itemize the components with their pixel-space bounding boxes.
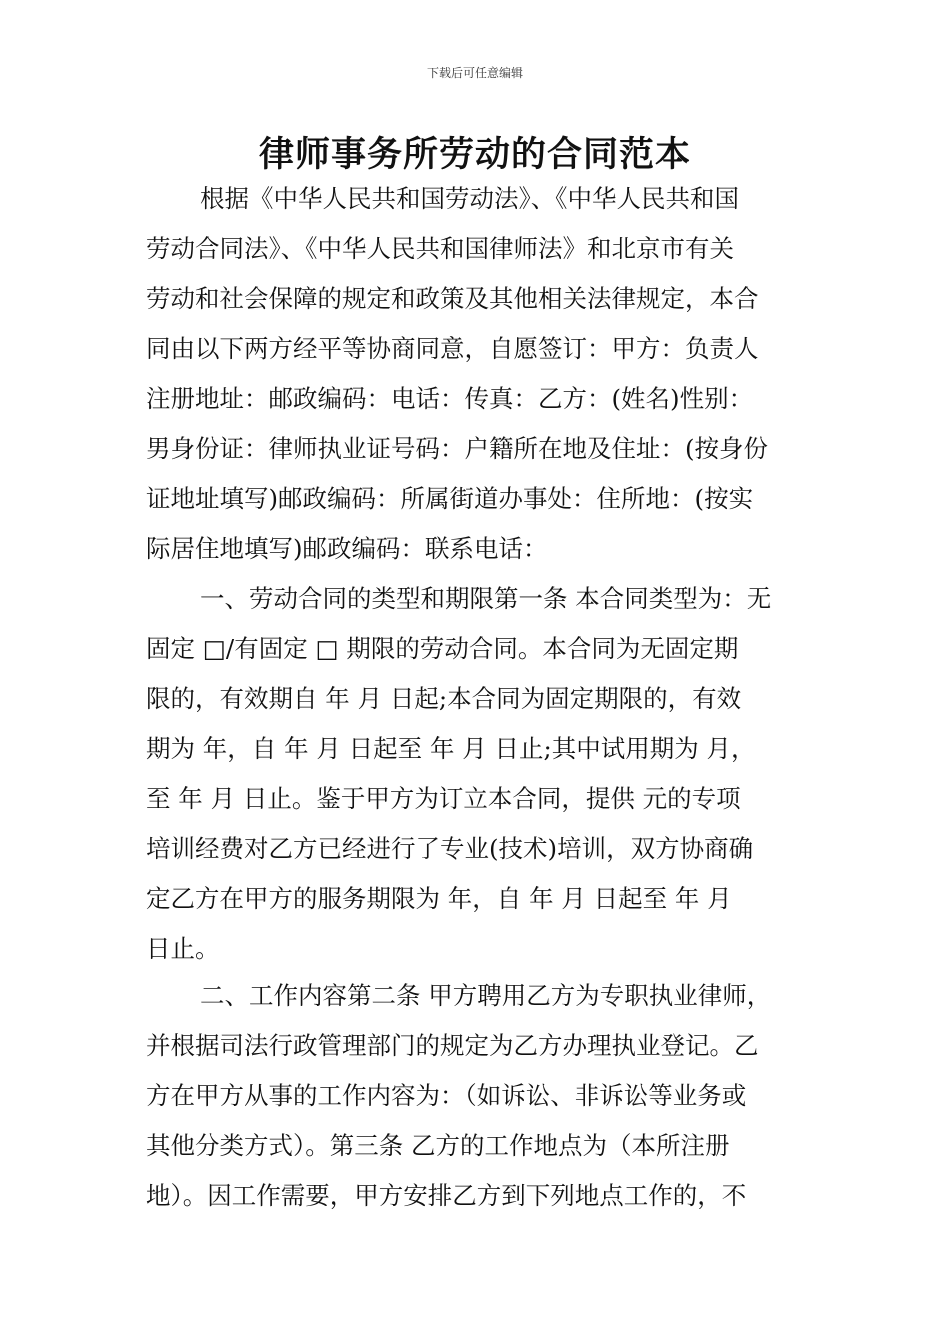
- paragraph-line: 限的，有效期自 年 月 日起;本合同为固定期限的，有效: [146, 684, 742, 713]
- paragraph-line: 同由以下两方经平等协商同意，自愿签订：甲方：负责人: [146, 334, 759, 363]
- document-title: 律师事务所劳动的合同范本: [258, 135, 691, 175]
- paragraph-line: 一、劳动合同的类型和期限第一条 本合同类型为：无: [200, 584, 772, 613]
- paragraph-line: 并根据司法行政管理部门的规定为乙方办理执业登记。乙: [146, 1031, 759, 1060]
- paragraph-line: 至 年 月 日止。鉴于甲方为订立本合同，提供 元的专项: [146, 784, 741, 813]
- paragraph-line: 日止。: [146, 934, 220, 963]
- paragraph-line: 固定 □/有固定 □ 期限的劳动合同。本合同为无固定期: [146, 634, 739, 663]
- paragraph-line: 地）。因工作需要，甲方安排乙方到下列地点工作的，不: [146, 1181, 747, 1210]
- paragraph-line: 培训经费对乙方已经进行了专业(技术)培训，双方协商确: [146, 834, 754, 863]
- paragraph-line: 根据《中华人民共和国劳动法》、《中华人民共和国: [200, 184, 739, 213]
- paragraph-3: [146, 971, 818, 1221]
- paragraph-line: 期为 年，自 年 月 日起至 年 月 日止;其中试用期为 月，: [146, 734, 756, 763]
- paragraph-line: 劳动合同法》、《中华人民共和国律师法》和北京市有关: [146, 234, 734, 263]
- paragraph-line: 证地址填写)邮政编码：所属街道办事处：住所地：(按实: [146, 484, 754, 513]
- paragraph-line: 定乙方在甲方的服务期限为 年，自 年 月 日起至 年 月: [146, 884, 732, 913]
- paragraph-2: [146, 574, 818, 974]
- header-note: 下载后可任意编辑: [426, 66, 523, 80]
- paragraph-line: 男身份证：律师执业证号码：户籍所在地及住址：(按身份: [146, 434, 769, 463]
- paragraph-line: 二、工作内容第二条 甲方聘用乙方为专职执业律师，: [200, 981, 772, 1010]
- paragraph-line: 注册地址：邮政编码：电话：传真：乙方：(姓名)性别：: [146, 384, 754, 413]
- paragraph-line: 劳动和社会保障的规定和政策及其他相关法律规定，本合: [146, 284, 759, 313]
- paragraph-line: 方在甲方从事的工作内容为：（如诉讼、非诉讼等业务或: [146, 1081, 747, 1110]
- paragraph-line: 其他分类方式）。第三条 乙方的工作地点为（本所注册: [146, 1131, 730, 1160]
- paragraph-1: [146, 174, 818, 574]
- paragraph-line: 际居住地填写)邮政编码：联系电话：: [146, 534, 548, 563]
